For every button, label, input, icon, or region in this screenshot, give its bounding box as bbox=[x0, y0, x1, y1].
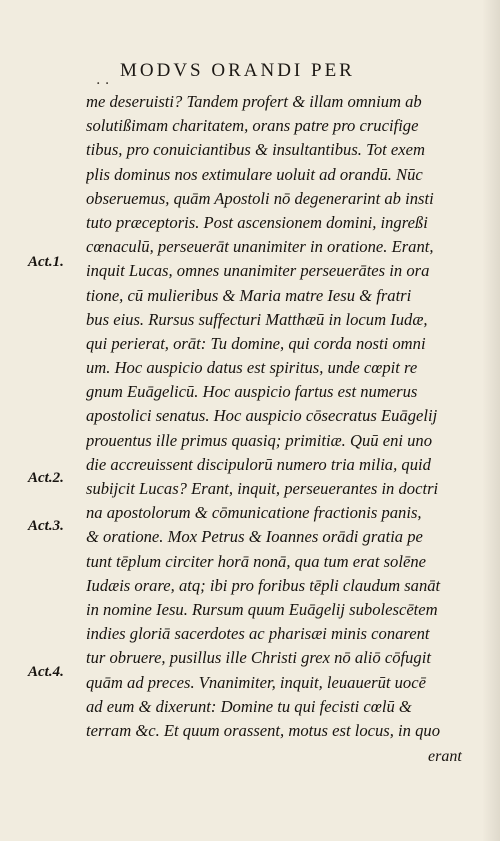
text-line: subijcit Lucas? Erant, inquit, perseuerantes in doctri bbox=[86, 479, 439, 498]
text-line: inquit Lucas, omnes unanimiter perseuerātes in ora bbox=[86, 261, 430, 281]
text-line: bus eius. Rursus suffecturi Matthæū in locum Iudæ, bbox=[86, 309, 428, 329]
text-line: na apostolorum & cōmunicatione fractionis panis, bbox=[86, 503, 422, 523]
page-edge-shadow bbox=[482, 0, 500, 841]
running-head-ornament: . . bbox=[96, 72, 110, 88]
text-line: tuto præceptoris. Post ascensionem domini, ingreßi bbox=[86, 212, 428, 232]
marginal-note-act-1: Act.1. bbox=[28, 254, 64, 270]
text-line: tibus, pro conuiciantibus & insultantibus. Tot exem bbox=[86, 140, 425, 160]
text-line: obseruemus, quām Apostoli nō degenerarint ab insti bbox=[86, 188, 434, 208]
text-line: gnum Euāgelicū. Hoc auspicio fartus est numerus bbox=[86, 382, 418, 402]
text-line: in nomine Iesu. Rursum quum Euāgelij subolescētem bbox=[86, 599, 438, 619]
text-line: prouentus ille primus quasiq; primitiæ. Quū eni uno bbox=[86, 430, 433, 450]
text-line: solutißimam charitatem, orans patre pro crucifige bbox=[86, 116, 419, 136]
running-head: MODVS ORANDI PER bbox=[120, 60, 355, 81]
text-line: indies gloriā sacerdotes ac pharisæi minis conarent bbox=[86, 624, 430, 644]
text-line: Iudæis orare, atq; ibi pro foribus tēpli claudum sanāt bbox=[86, 575, 441, 595]
marginal-note-act-4: Act.4. bbox=[28, 664, 64, 680]
text-line: die accreuissent discipulorū numero tria milia, quid bbox=[86, 454, 431, 474]
body-text bbox=[86, 90, 478, 743]
marginal-note-act-3: Act.3. bbox=[28, 518, 64, 534]
text-line: tione, cū mulieribus & Maria matre Iesu & fratri bbox=[86, 285, 412, 305]
marginal-note-act-2: Act.2. bbox=[28, 470, 64, 486]
text-line: qui perierat, orāt: Tu domine, qui corda nosti omni bbox=[86, 333, 426, 353]
text-line: apostolici senatus. Hoc auspicio cōsecratus Euāgelij bbox=[86, 406, 438, 426]
text-line: ad eum & dixerunt: Domine tu qui fecisti cœlū & bbox=[86, 696, 412, 716]
catchword: erant bbox=[428, 748, 462, 765]
text-line: terram &c. Et quum orassent, motus est locus, in quo bbox=[86, 720, 440, 740]
text-line: cœnaculū, perseuerāt unanimiter in oratione. Erant, bbox=[86, 237, 434, 257]
text-line: quām ad preces. Vnanimiter, inquit, leuauerūt uocē bbox=[86, 672, 426, 692]
text-line: me deseruisti? Tandem profert & illam omnium ab bbox=[86, 92, 422, 111]
text-line: plis dominus nos extimulare uoluit ad orandū. Nūc bbox=[86, 164, 423, 184]
text-line: tur obruere, pusillus ille Christi grex nō aliō cōfugit bbox=[86, 648, 431, 668]
text-line: tunt tēplum circiter horā nonā, qua tum erat solēne bbox=[86, 551, 426, 571]
text-line: um. Hoc auspicio datus est spiritus, unde cœpit re bbox=[86, 358, 418, 378]
text-line: & oratione. Mox Petrus & Ioannes orādi gratia pe bbox=[86, 527, 423, 547]
